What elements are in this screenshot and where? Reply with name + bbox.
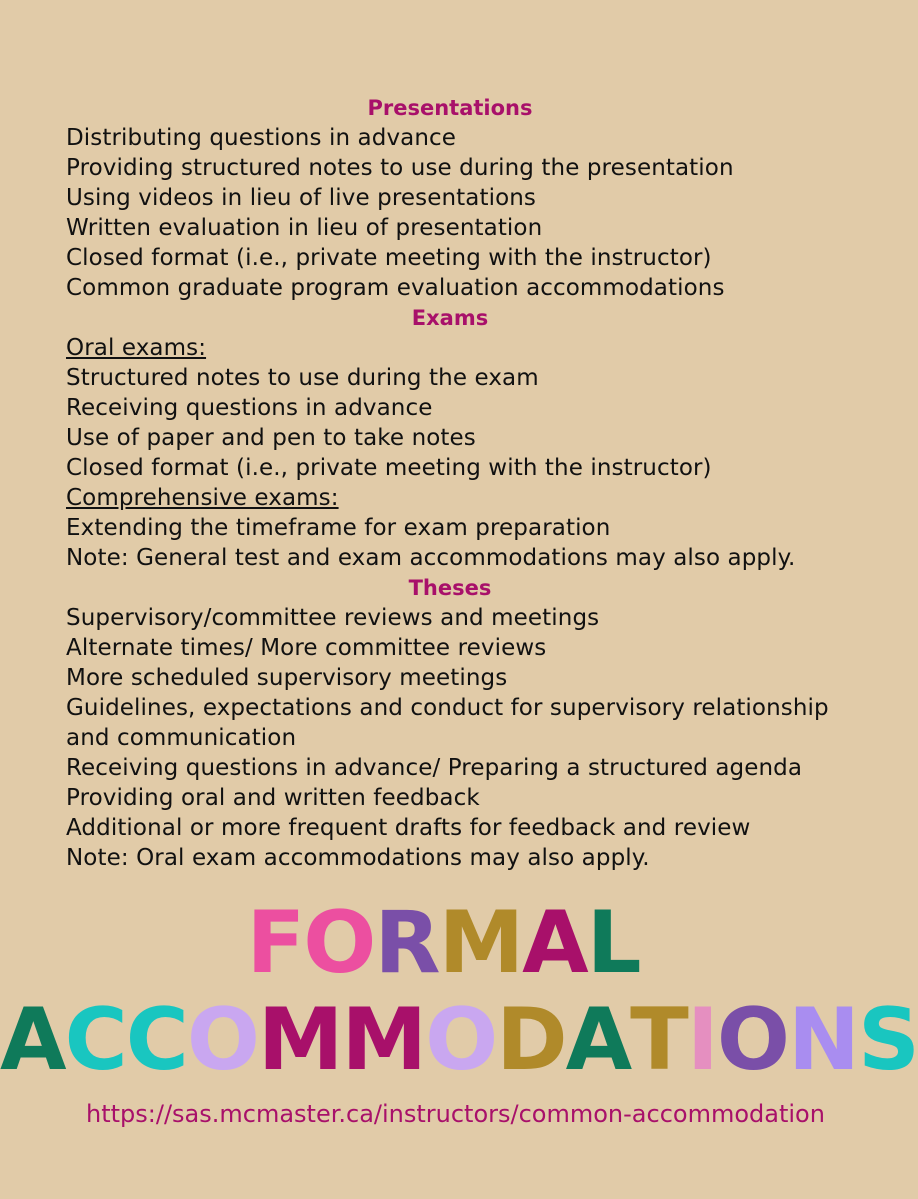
title-letter: L: [586, 893, 640, 993]
list-item: Note: General test and exam accommodations may also apply.: [66, 545, 796, 571]
list-item: Receiving questions in advance/ Preparing a structured agenda: [66, 755, 803, 781]
title-letter: M: [438, 893, 523, 993]
title-letter: A: [565, 990, 631, 1090]
title-letter: M: [341, 990, 426, 1090]
list-item: Closed format (i.e., private meeting with the instructor): [66, 455, 712, 481]
list-item: Distributing questions in advance: [66, 125, 457, 151]
title-letter: I: [686, 990, 717, 1090]
list-item: Common graduate program evaluation accommodations: [66, 275, 725, 301]
list-item: Guidelines, expectations and conduct for supervisory relationship and communication: [66, 695, 829, 751]
title-formal: [0, 893, 886, 993]
subheading-oral-exams: Oral exams:: [66, 335, 207, 361]
title-letter: C: [64, 990, 126, 1090]
title-letter: O: [186, 990, 258, 1090]
title-letter: S: [857, 990, 918, 1090]
list-item: Receiving questions in advance: [66, 395, 433, 421]
list-item: Providing structured notes to use during the presentation: [66, 155, 734, 181]
title-letter: A: [0, 990, 65, 1090]
title-letter: M: [257, 990, 342, 1090]
title-letter: A: [522, 893, 587, 993]
accommodations-list: [66, 93, 856, 873]
list-item: Closed format (i.e., private meeting with the instructor): [66, 245, 712, 271]
title-letter: D: [496, 990, 566, 1090]
list-item: Providing oral and written feedback: [66, 785, 480, 811]
title-letter: C: [125, 990, 187, 1090]
list-item: Note: Oral exam accommodations may also apply.: [66, 845, 650, 871]
title-letter: O: [303, 893, 375, 993]
title-accommodations: [0, 990, 918, 1090]
list-item: Additional or more frequent drafts for feedback and review: [66, 815, 751, 841]
title-letter: O: [425, 990, 497, 1090]
heading-theses: Theses: [408, 576, 492, 600]
heading-presentations: Presentations: [367, 96, 533, 120]
list-item: Structured notes to use during the exam: [66, 365, 539, 391]
title-letter: N: [787, 990, 858, 1090]
title-letter: F: [246, 893, 304, 993]
list-item: More scheduled supervisory meetings: [66, 665, 508, 691]
heading-exams: Exams: [411, 306, 489, 330]
list-item: Supervisory/committee reviews and meetings: [66, 605, 600, 631]
list-item: Use of paper and pen to take notes: [66, 425, 476, 451]
list-item: Using videos in lieu of live presentations: [66, 185, 537, 211]
source-link[interactable]: https://sas.mcmaster.ca/instructors/common-accommodation: [86, 1100, 825, 1128]
list-item: Written evaluation in lieu of presentation: [66, 215, 543, 241]
subheading-comprehensive-exams: Comprehensive exams:: [66, 485, 339, 511]
title-letter: R: [374, 893, 439, 993]
list-item: Extending the timeframe for exam preparation: [66, 515, 611, 541]
list-item: Alternate times/ More committee reviews: [66, 635, 547, 661]
title-letter: O: [716, 990, 788, 1090]
title-letter: T: [630, 990, 687, 1090]
